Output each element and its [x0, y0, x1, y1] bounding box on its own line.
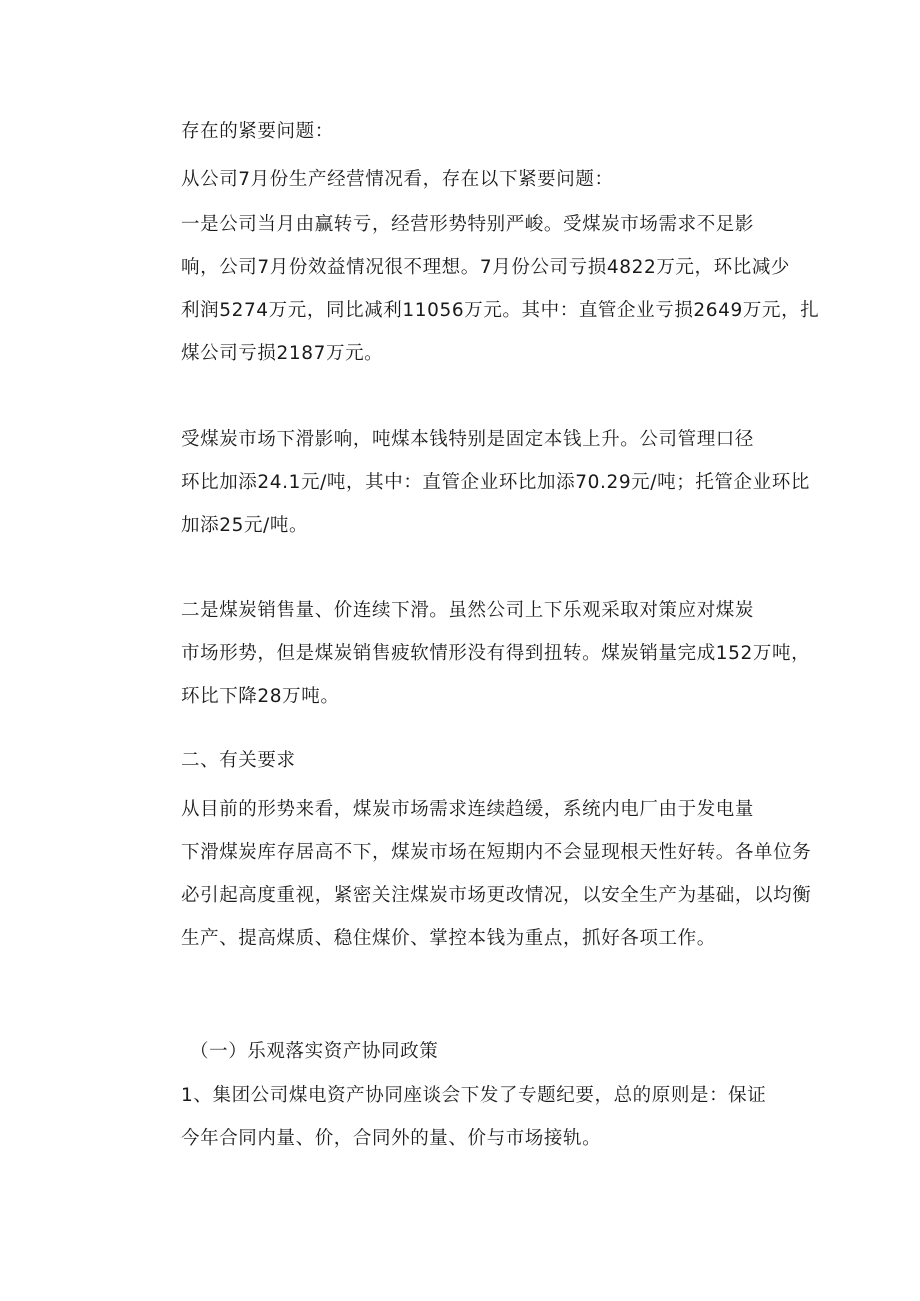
text-line: 环比加添24.1元/吨，其中：直管企业环比加添70.29元/吨；托管企业环比 [181, 472, 810, 493]
text-line: 1、集团公司煤电资产协同座谈会下发了专题纪要，总的原则是：保证 [181, 1085, 767, 1106]
text-line: 环比下降28万吨。 [181, 686, 340, 707]
paragraph-item-one [136, 1074, 796, 1160]
text-line: 响，公司7月份效益情况很不理想。7月份公司亏损4822万元，环比减少 [181, 257, 791, 278]
text-line: 利润5274万元，同比减利11056万元。其中：直管企业亏损2649万元，扎 [181, 300, 820, 321]
text-line: 存在的紧要问题： [181, 121, 334, 142]
text-line: 从公司7月份生产经营情况看，存在以下紧要问题： [181, 169, 614, 190]
text-line: 受煤炭市场下滑影响，吨煤本钱特别是固定本钱上升。公司管理口径 [181, 429, 755, 450]
text-line: 必引起高度重视，紧密关注煤炭市场更改情况，以安全生产为基础，以均衡 [181, 885, 812, 906]
text-line: 今年合同内量、价，合同外的量、价与市场接轨。 [181, 1128, 602, 1149]
text-line: 从目前的形势来看，煤炭市场需求连续趋缓，系统内电厂由于发电量 [181, 799, 755, 820]
text-line: 二是煤炭销售量、价连续下滑。虽然公司上下乐观采取对策应对煤炭 [181, 600, 755, 621]
text-line: 二、有关要求 [181, 750, 296, 771]
paragraph-cost [136, 418, 810, 547]
text-line: 煤公司亏损2187万元。 [181, 343, 384, 364]
paragraph-sales [136, 589, 811, 718]
paragraph-intro [136, 158, 796, 201]
subheading-asset-synergy [136, 1030, 796, 1073]
text-line: 加添25元/吨。 [181, 515, 309, 536]
heading-requirements [136, 739, 796, 782]
text-line: 生产、提高煤质、稳住煤价、掌控本钱为重点，抓好各项工作。 [181, 928, 716, 949]
paragraph-loss [136, 203, 820, 375]
text-line: 市场形势，但是煤炭销售疲软情形没有得到扭转。煤炭销量完成152万吨， [181, 643, 811, 664]
heading-existing-problems [136, 110, 796, 153]
paragraph-situation [136, 788, 812, 960]
text-line: 下滑煤炭库存居高不下，煤炭市场在短期内不会显现根天性好转。各单位务 [181, 842, 812, 863]
text-line: 一是公司当月由赢转亏，经营形势特别严峻。受煤炭市场需求不足影 [181, 214, 755, 235]
text-line: （一）乐观落实资产协同政策 [190, 1041, 439, 1062]
